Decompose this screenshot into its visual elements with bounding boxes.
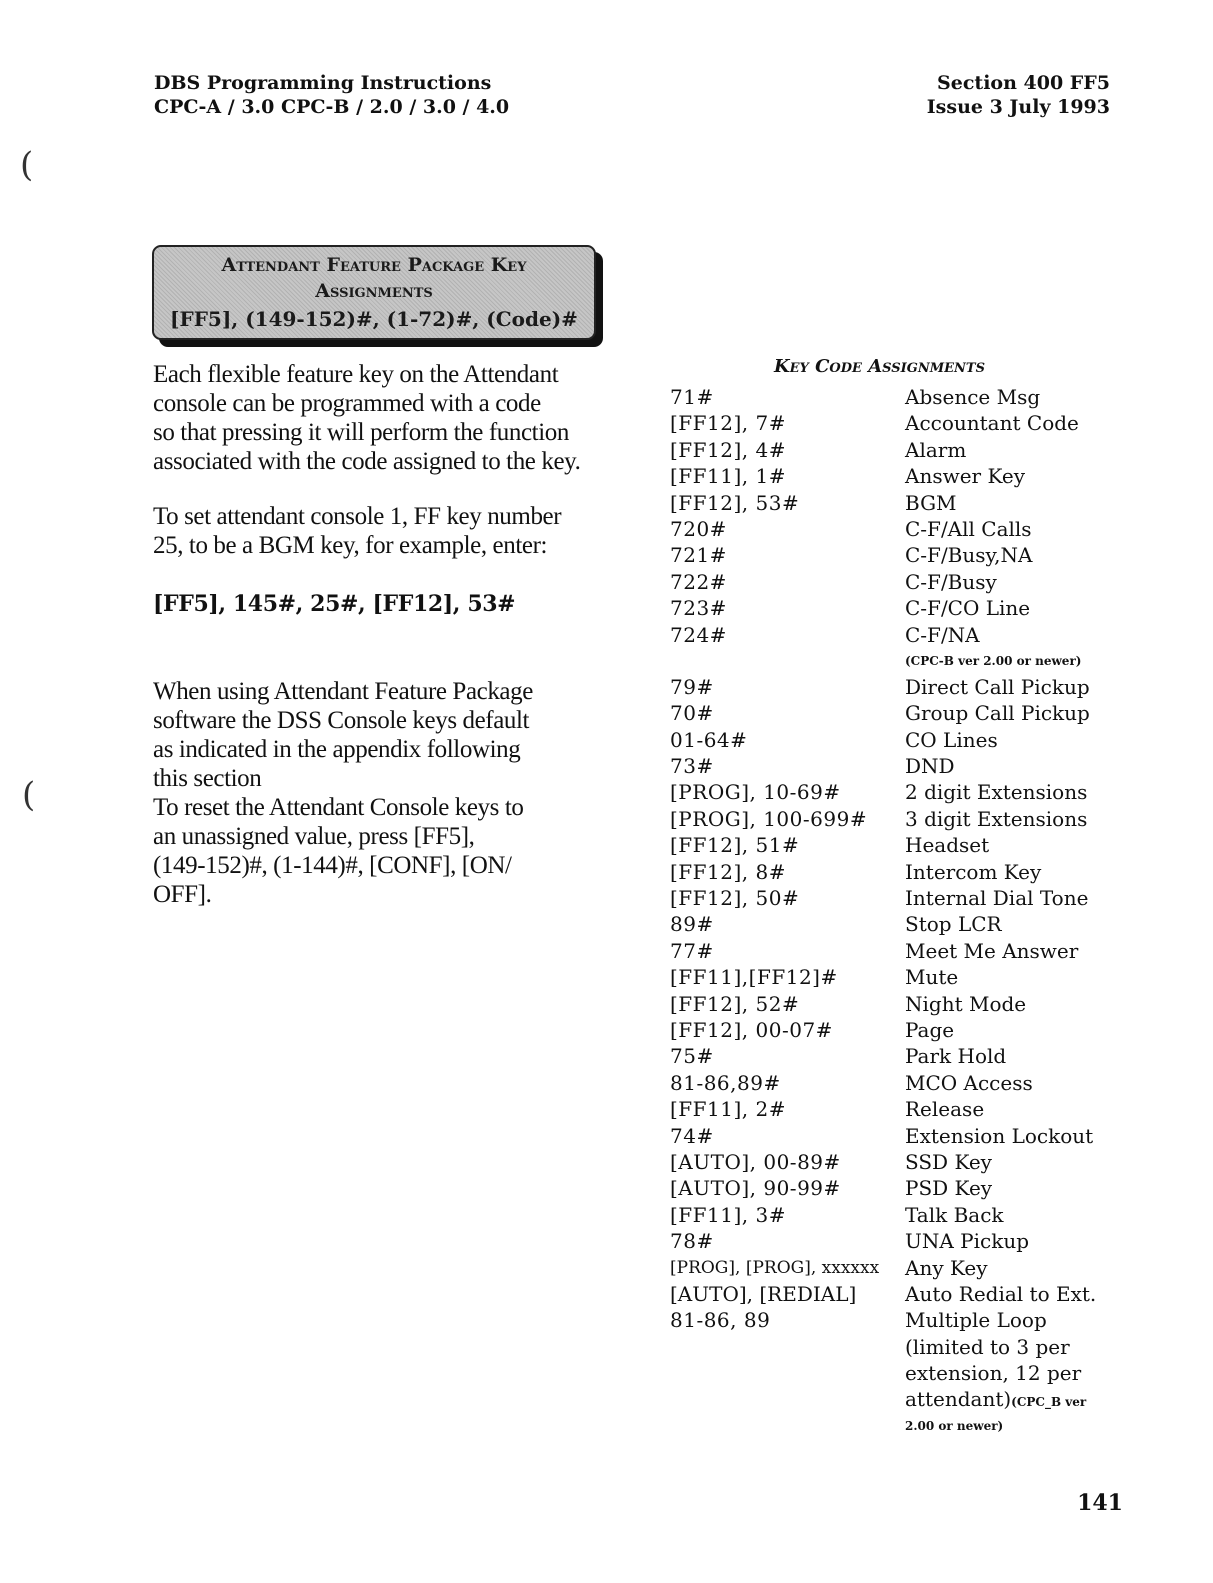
table-row	[670, 1175, 1130, 1201]
key-code: [PROG], 10-69#	[670, 780, 841, 805]
key-function: Headset	[905, 833, 990, 858]
key-code: [FF12], 7#	[670, 411, 787, 436]
table-note-row	[670, 648, 1130, 674]
function-line	[905, 1386, 1086, 1412]
key-function: Park Hold	[905, 1044, 1007, 1069]
key-code: 723#	[670, 596, 727, 621]
table-row	[670, 700, 1130, 726]
key-function: Mute	[905, 965, 959, 990]
section-title-box	[152, 245, 596, 340]
key-code: 722#	[670, 569, 727, 594]
key-code: 74#	[670, 1123, 714, 1148]
table-row	[670, 490, 1130, 516]
key-function: Auto Redial to Ext.	[905, 1281, 1097, 1306]
key-code-table-title: Key Code Assignments	[774, 356, 985, 377]
table-row	[670, 911, 1130, 937]
key-code: 89#	[670, 912, 714, 937]
key-code: [FF11], 2#	[670, 1097, 787, 1122]
key-code: [FF11],[FF12]#	[670, 965, 838, 990]
table-row-multiline	[670, 1307, 1130, 1439]
table-row	[670, 806, 1130, 832]
table-row	[670, 542, 1130, 568]
section-label: Section 400 FF5	[937, 72, 1110, 94]
table-row	[670, 964, 1130, 990]
key-function: Extension Lockout	[905, 1123, 1094, 1148]
key-function: Answer Key	[905, 464, 1025, 489]
header-right	[927, 71, 1110, 119]
key-function: Intercom Key	[905, 859, 1042, 884]
key-function: CO Lines	[905, 727, 998, 752]
key-code: [AUTO], 00-89#	[670, 1149, 841, 1174]
table-row	[670, 622, 1130, 648]
key-function: Stop LCR	[905, 912, 1002, 937]
key-code-table	[670, 384, 1130, 1439]
table-row	[670, 1281, 1130, 1307]
key-function: Night Mode	[905, 991, 1027, 1016]
table-row	[670, 1096, 1130, 1122]
key-code: [FF12], 8#	[670, 859, 787, 884]
table-row	[670, 1043, 1130, 1069]
key-function: MCO Access	[905, 1070, 1033, 1095]
intro-line: console can be programmed with a code	[153, 390, 541, 417]
version-note: 2.00 or newer)	[905, 1418, 1004, 1433]
key-code: [AUTO], [REDIAL]	[670, 1281, 857, 1306]
key-function: C-F/CO Line	[905, 596, 1031, 621]
intro-line: Each flexible feature key on the Attendant	[153, 361, 559, 388]
note-line: as indicated in the appendix following	[153, 736, 521, 763]
key-function: Accountant Code	[905, 411, 1079, 436]
key-code: [PROG], [PROG], xxxxxx	[670, 1257, 880, 1278]
key-code: 724#	[670, 622, 727, 647]
page-number: 141	[1077, 1490, 1123, 1516]
table-row	[670, 991, 1130, 1017]
table-row	[670, 753, 1130, 779]
key-function: Direct Call Pickup	[905, 674, 1090, 699]
table-row	[670, 859, 1130, 885]
note-line: this section	[153, 765, 262, 792]
key-code: [FF12], 51#	[670, 833, 800, 858]
key-code: [FF12], 50#	[670, 886, 800, 911]
key-function: C-F/Busy,NA	[905, 543, 1033, 568]
table-row	[670, 1123, 1130, 1149]
table-row	[670, 569, 1130, 595]
function-line: (limited to 3 per	[905, 1334, 1070, 1359]
key-code: [FF12], 53#	[670, 490, 800, 515]
key-code: 78#	[670, 1229, 714, 1254]
issue-date: Issue 3 July 1993	[926, 96, 1110, 118]
key-function: C-F/NA	[905, 622, 980, 647]
key-code: 81-86,89#	[670, 1070, 781, 1095]
example-command: [FF5], 145#, 25#, [FF12], 53#	[153, 591, 516, 617]
table-row	[670, 384, 1130, 410]
key-code: 75#	[670, 1044, 714, 1069]
key-function: DND	[905, 754, 955, 779]
key-code: 81-86, 89	[670, 1308, 771, 1333]
version-note: (CPC_B ver	[1011, 1395, 1087, 1410]
key-code: [FF12], 52#	[670, 991, 800, 1016]
table-row	[670, 437, 1130, 463]
table-row	[670, 674, 1130, 700]
key-function: UNA Pickup	[905, 1229, 1030, 1254]
key-code: 79#	[670, 674, 714, 699]
key-function: PSD Key	[905, 1176, 993, 1201]
key-function: 3 digit Extensions	[905, 806, 1088, 831]
table-row	[670, 1202, 1130, 1228]
key-code: 01-64#	[670, 727, 748, 752]
table-row	[670, 595, 1130, 621]
key-code: 721#	[670, 543, 727, 568]
table-row	[670, 1070, 1130, 1096]
key-code: [FF11], 3#	[670, 1202, 787, 1227]
title-line-1: Attendant Feature Package Key	[221, 254, 527, 276]
key-code: [AUTO], 90-99#	[670, 1176, 841, 1201]
key-function: Meet Me Answer	[905, 938, 1079, 963]
doc-version: CPC-A / 3.0 CPC-B / 2.0 / 3.0 / 4.0	[154, 96, 510, 118]
binder-hole-mark-top: (	[20, 145, 34, 185]
key-code: 70#	[670, 701, 714, 726]
table-row	[670, 779, 1130, 805]
key-code: [FF11], 1#	[670, 464, 787, 489]
key-code: 71#	[670, 385, 714, 409]
note-line: an unassigned value, press [FF5],	[153, 823, 475, 850]
key-function: Alarm	[905, 437, 967, 462]
table-row	[670, 885, 1130, 911]
key-code: 73#	[670, 754, 714, 779]
title-command-code: [FF5], (149-152)#, (1-72)#, (Code)#	[170, 307, 578, 331]
key-code: 77#	[670, 938, 714, 963]
note-line: OFF].	[153, 881, 212, 908]
function-line: extension, 12 per	[905, 1361, 1082, 1386]
key-code: [FF12], 4#	[670, 437, 787, 462]
function-line-text: attendant)	[905, 1387, 1012, 1412]
note-line: To reset the Attendant Console keys to	[153, 794, 524, 821]
key-function: 2 digit Extensions	[905, 780, 1088, 805]
key-function: Any Key	[905, 1255, 988, 1280]
doc-title: DBS Programming Instructions	[154, 72, 492, 94]
key-code: 720#	[670, 516, 727, 541]
body-text-column	[153, 360, 603, 909]
table-row	[670, 727, 1130, 753]
key-code: [FF12], 00-07#	[670, 1017, 833, 1042]
key-function: C-F/Busy	[905, 569, 997, 594]
key-function: Absence Msg	[905, 385, 1041, 409]
example-intro-line: 25, to be a BGM key, for example, enter:	[153, 532, 548, 559]
key-function: C-F/All Calls	[905, 516, 1032, 541]
key-code: [PROG], 100-699#	[670, 806, 868, 831]
table-row	[670, 1255, 1130, 1281]
intro-line: so that pressing it will perform the function	[153, 419, 569, 446]
table-row	[670, 832, 1130, 858]
key-function: Release	[905, 1097, 985, 1122]
table-row	[670, 463, 1130, 489]
function-line: Multiple Loop	[905, 1308, 1047, 1333]
note-line: (149-152)#, (1-144)#, [CONF], [ON/	[153, 852, 512, 879]
table-row	[670, 1017, 1130, 1043]
title-line-2: Assignments	[315, 280, 433, 302]
note-line: When using Attendant Feature Package	[153, 678, 533, 705]
key-function-multiline	[905, 1307, 1086, 1439]
intro-line: associated with the code assigned to the key.	[153, 448, 581, 475]
table-row	[670, 516, 1130, 542]
key-function: Page	[905, 1017, 955, 1042]
table-row	[670, 1228, 1130, 1254]
binder-hole-mark-middle: (	[22, 775, 36, 815]
note-line: software the DSS Console keys default	[153, 707, 530, 734]
key-function: Talk Back	[905, 1202, 1004, 1227]
version-note: (CPC-B ver 2.00 or newer)	[905, 653, 1082, 668]
header-left	[154, 71, 509, 119]
example-intro-line: To set attendant console 1, FF key number	[153, 503, 562, 530]
table-row	[670, 1149, 1130, 1175]
key-function: SSD Key	[905, 1149, 992, 1174]
table-row	[670, 410, 1130, 436]
key-function: BGM	[905, 490, 957, 515]
table-row	[670, 938, 1130, 964]
key-function: Group Call Pickup	[905, 701, 1090, 726]
key-function: Internal Dial Tone	[905, 886, 1089, 911]
